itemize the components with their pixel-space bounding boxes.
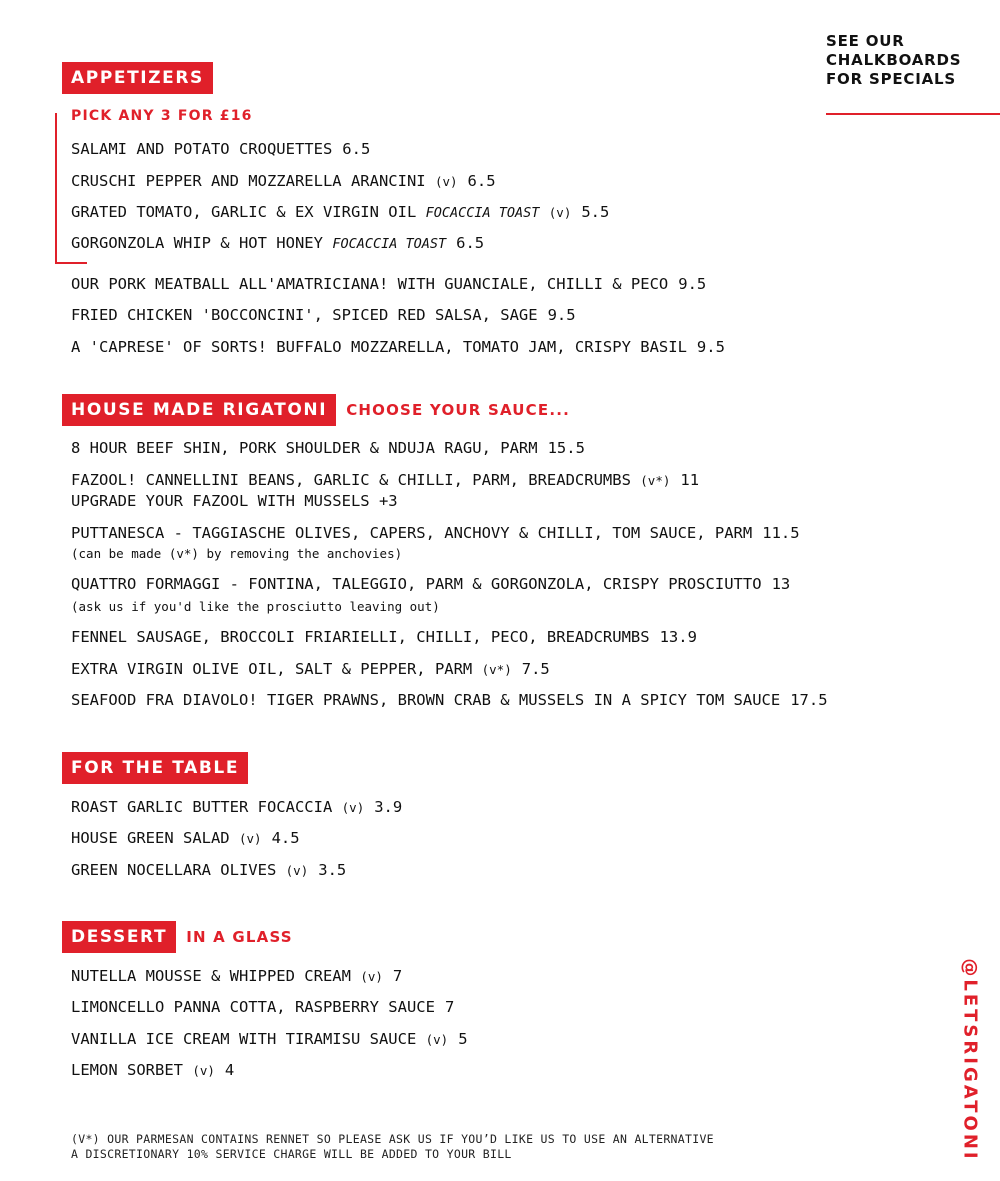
menu-item — [71, 860, 346, 881]
item-name: 8 HOUR BEEF SHIN, PORK SHOULDER & NDUJA RAGU, PARM — [71, 439, 538, 457]
item-name: HOUSE GREEN SALAD — [71, 829, 230, 847]
vegetarian-tag: (v) — [192, 1063, 215, 1078]
item-price: 6.5 — [456, 234, 485, 252]
footer-notes — [71, 1132, 714, 1162]
item-price: 9.5 — [547, 306, 576, 324]
item-name: FAZOOL! CANNELLINI BEANS, GARLIC & CHILLI, PARM, BREADCRUMBS — [71, 471, 631, 489]
item-price: 13.9 — [659, 628, 697, 646]
item-name: QUATTRO FORMAGGI - FONTINA, TALEGGIO, PARM & GORGONZOLA, CRISPY PROSCIUTTO — [71, 575, 762, 593]
item-price: 5.5 — [581, 203, 610, 221]
item-price: 6.5 — [342, 140, 371, 158]
item-price: 5 — [458, 1030, 468, 1048]
vegetarian-tag: (v) — [434, 174, 458, 189]
item-name: GREEN NOCELLARA OLIVES — [71, 861, 277, 879]
item-price: 6.5 — [467, 172, 496, 190]
menu-item — [71, 690, 828, 710]
menu-item — [71, 828, 300, 849]
menu-item — [71, 337, 725, 357]
item-price: 7.5 — [521, 660, 550, 678]
specials-note — [826, 32, 986, 89]
pick-bracket-vertical — [55, 113, 57, 263]
item-price: 11.5 — [762, 524, 800, 542]
item-price: 9.5 — [678, 275, 707, 293]
item-name: FENNEL SAUSAGE, BROCCOLI FRIARIELLI, CHILLI, PECO, BREADCRUMBS — [71, 628, 650, 646]
rigatoni-subtitle: CHOOSE YOUR SAUCE... — [346, 401, 571, 419]
menu-item — [71, 966, 402, 987]
item-name: LEMON SORBET — [71, 1061, 183, 1079]
footer-service-charge: A DISCRETIONARY 10% SERVICE CHARGE WILL BE ADDED TO YOUR BILL — [71, 1147, 512, 1161]
menu-item — [71, 438, 585, 458]
specials-line-3: FOR SPECIALS — [826, 70, 956, 88]
dessert-header — [62, 921, 293, 953]
menu-item — [71, 627, 697, 647]
menu-item — [71, 202, 609, 223]
social-handle: @LETSRIGATONI — [959, 958, 981, 1162]
item-price: 13 — [771, 575, 791, 593]
item-name: NUTELLA MOUSSE & WHIPPED CREAM — [71, 967, 351, 985]
table-header — [62, 752, 248, 784]
item-name: FRIED CHICKEN 'BOCCONCINI', SPICED RED SALSA, SAGE — [71, 306, 538, 324]
menu-item — [71, 997, 454, 1017]
formaggi-note: (ask us if you'd like the prosciutto leaving out) — [71, 599, 440, 614]
vegetarian-tag: (v*) — [640, 473, 671, 488]
item-name: VANILLA ICE CREAM WITH TIRAMISU SAUCE — [71, 1030, 417, 1048]
item-price: 7 — [444, 998, 455, 1016]
vegetarian-tag: (v) — [238, 831, 262, 846]
appetizers-header — [62, 62, 213, 94]
menu-item — [71, 523, 800, 543]
menu-item — [71, 233, 484, 254]
menu-item — [71, 574, 790, 594]
menu-item — [71, 1060, 234, 1081]
specials-line-2: CHALKBOARDS — [826, 51, 962, 69]
item-name: SALAMI AND POTATO CROQUETTES — [71, 140, 333, 158]
item-price: 3.5 — [318, 861, 347, 879]
fazool-upgrade-note: UPGRADE YOUR FAZOOL WITH MUSSELS +3 — [71, 492, 398, 510]
item-name: CRUSCHI PEPPER AND MOZZARELLA ARANCINI — [71, 172, 426, 190]
item-price: 3.9 — [374, 798, 403, 816]
menu-item — [71, 171, 496, 192]
rigatoni-header — [62, 394, 570, 426]
menu-item — [71, 659, 550, 680]
item-price: 9.5 — [696, 338, 725, 356]
pick-bracket-horizontal — [55, 262, 87, 264]
item-name: ROAST GARLIC BUTTER FOCACCIA — [71, 798, 333, 816]
menu-item — [71, 274, 706, 294]
vegetarian-tag: (v) — [360, 969, 383, 984]
item-price: 7 — [392, 967, 403, 985]
vegetarian-tag: (v) — [425, 1032, 449, 1047]
vegetarian-tag: (v*) — [481, 662, 512, 677]
pick-any-label: PICK ANY 3 FOR £16 — [71, 108, 253, 124]
item-name: EXTRA VIRGIN OLIVE OIL, SALT & PEPPER, PARM — [71, 660, 473, 678]
specials-divider — [826, 113, 1000, 115]
rigatoni-title: HOUSE MADE RIGATONI — [62, 394, 336, 426]
item-name: GORGONZOLA WHIP & HOT HONEY — [71, 234, 323, 252]
item-price: 17.5 — [790, 691, 828, 709]
item-subtitle: FOCACCIA TOAST — [425, 205, 540, 221]
item-price: 11 — [680, 471, 700, 489]
item-subtitle: FOCACCIA TOAST — [332, 236, 447, 252]
vegetarian-tag: (v) — [548, 205, 572, 220]
item-price: 15.5 — [547, 439, 585, 457]
specials-line-1: SEE OUR — [826, 32, 905, 50]
item-price: 4.5 — [271, 829, 300, 847]
item-name: PUTTANESCA - TAGGIASCHE OLIVES, CAPERS, ANCHOVY & CHILLI, TOM SAUCE, PARM — [71, 524, 753, 542]
puttanesca-note: (can be made (v*) by removing the anchovies) — [71, 546, 403, 561]
menu-item — [71, 305, 576, 325]
menu-item — [71, 470, 699, 491]
menu-item — [71, 1029, 468, 1050]
appetizers-title: APPETIZERS — [62, 62, 213, 94]
footer-rennet-note: (V*) OUR PARMESAN CONTAINS RENNET SO PLEASE ASK US IF YOU’D LIKE US TO USE AN ALTERNATIVE — [71, 1132, 714, 1146]
item-name: OUR PORK MEATBALL ALL'AMATRICIANA! WITH GUANCIALE, CHILLI & PECO — [71, 275, 669, 293]
item-name: GRATED TOMATO, GARLIC & EX VIRGIN OIL — [71, 203, 417, 221]
menu-item — [71, 797, 402, 818]
item-name: LIMONCELLO PANNA COTTA, RASPBERRY SAUCE — [71, 998, 435, 1016]
dessert-subtitle: IN A GLASS — [186, 928, 293, 946]
item-price: 4 — [224, 1061, 235, 1079]
dessert-title: DESSERT — [62, 921, 176, 953]
vegetarian-tag: (v) — [285, 863, 309, 878]
item-name: SEAFOOD FRA DIAVOLO! TIGER PRAWNS, BROWN CRAB & MUSSELS IN A SPICY TOM SAUCE — [71, 691, 781, 709]
item-name: A 'CAPRESE' OF SORTS! BUFFALO MOZZARELLA, TOMATO JAM, CRISPY BASIL — [71, 338, 687, 356]
vegetarian-tag: (v) — [341, 800, 365, 815]
table-title: FOR THE TABLE — [62, 752, 248, 784]
menu-item — [71, 139, 370, 159]
